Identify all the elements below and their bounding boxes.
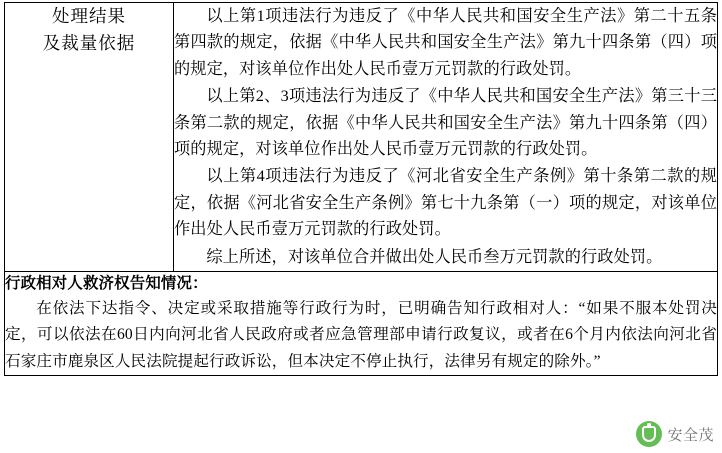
paragraph-1: 以上第1项违法行为违反了《中华人民共和国安全生产法》第二十五条第四款的规定，依据《中华人民共和国安全生产法》第九十四条第（四）项的规定，对该单位作出处人民币壹万元罚款的行政处罚。 — [174, 7, 717, 78]
paragraph-3: 以上第4项违法行为违反了《河北省安全生产条例》第十条第二款的规定，依据《河北省安全生产条例》第七十九条第（一）项的规定，对该单位作出处人民币壹万元罚款的行政处罚。 — [174, 167, 717, 239]
table-row — [5, 3, 718, 272]
paragraph-4: 综上所述，对该单位合并做出处人民币叁万元罚款的行政处罚。 — [206, 247, 663, 266]
row-label-cell — [5, 3, 174, 272]
penalty-table — [4, 2, 718, 376]
watermark-label: 安全茂 — [667, 426, 714, 444]
shield-lock-icon — [636, 421, 662, 447]
row-label-line-1: 处理结果 — [52, 6, 126, 26]
row-label-line-2: 及裁量依据 — [42, 33, 136, 54]
remedy-notice-title: 行政相对人救济权告知情况： — [5, 275, 208, 293]
watermark — [636, 421, 714, 447]
table-row — [5, 272, 718, 376]
remedy-notice-body: 在依法下达指令、决定或采取措施等行政行为时，已明确告知行政相对人：“如果不服本处罚决定，可以依法在60日内向河北省人民政府或者应急管理部申请行政复议，或者在6个月内依法向河北省石家庄市鹿泉区人民法院提起行政诉讼，但本决定不停止执行，法律另有规定的除外。” — [5, 300, 717, 370]
row-content-cell — [174, 3, 718, 272]
remedy-notice-cell — [5, 272, 718, 376]
paragraph-2: 以上第2、3项违法行为违反了《中华人民共和国安全生产法》第三十三条第二款的规定，依据《中华人民共和国安全生产法》第九十四条第（四）项的规定，对该单位作出处人民币壹万元罚款的行政处罚。 — [174, 87, 717, 159]
